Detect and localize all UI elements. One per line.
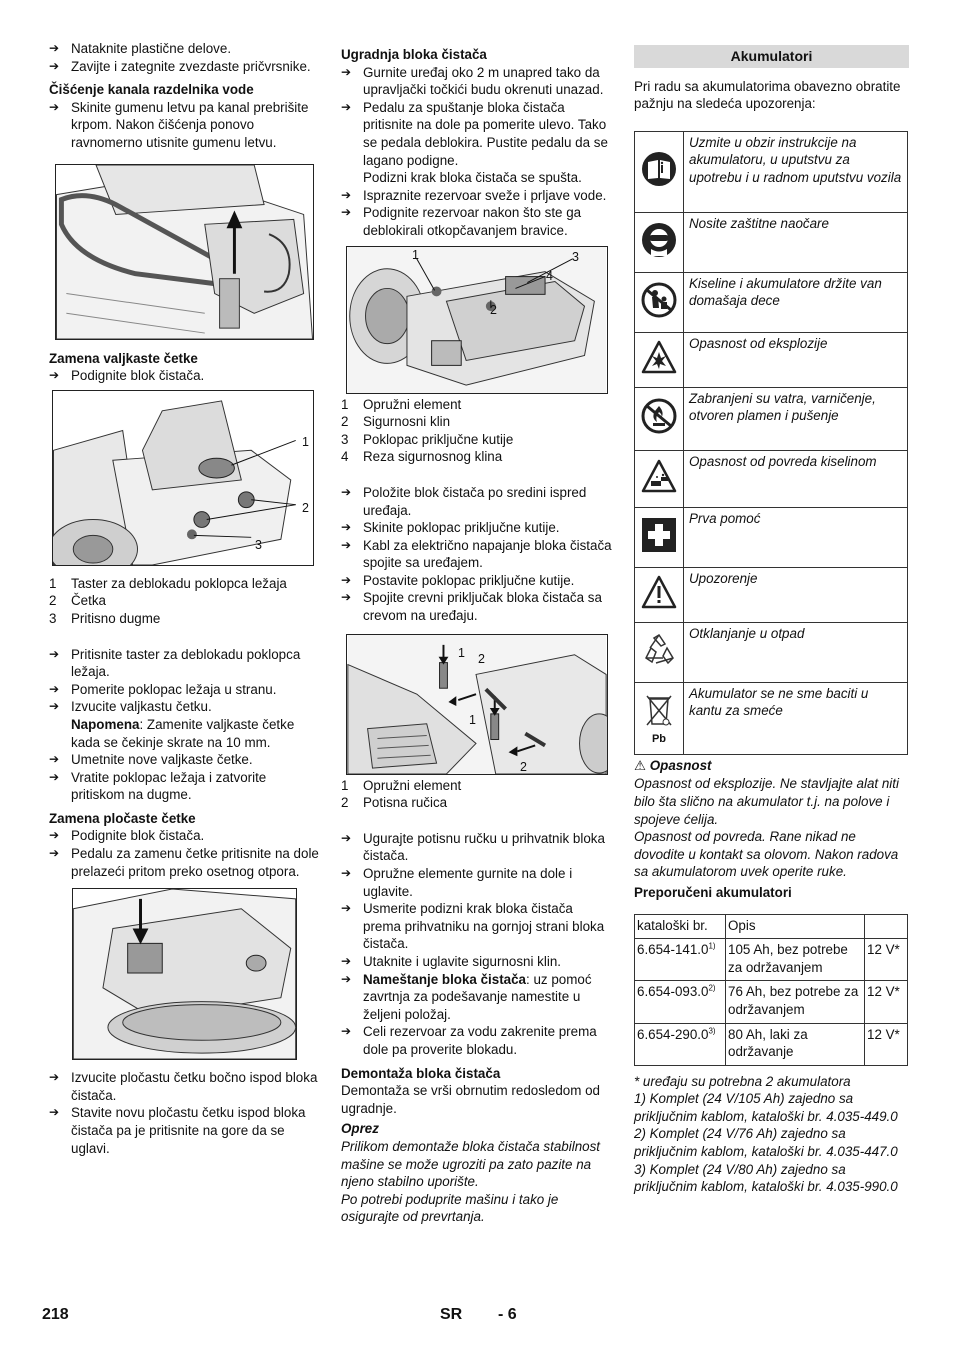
figure-callout: 1: [469, 712, 476, 727]
no-fire-icon: [641, 422, 677, 437]
step-item: ➔ Skinite gumenu letvu pa kanal prebrišite krpom. Nakon čišćenja ponovo ravnomerno utisnite gumenu letvu.: [49, 99, 321, 152]
section-heading: Demontaža bloka čistača: [341, 1065, 501, 1081]
illustration-push-handle: [347, 635, 607, 774]
manual-icon: [641, 175, 677, 190]
section-heading: Ugradnja bloka čistača: [341, 47, 487, 62]
figure-callout: 4: [546, 268, 553, 283]
body-text: Demontaža se vrši obrnutim redosledom od ugradnje.: [341, 1083, 601, 1116]
caution-text: Prilikom demontaže bloka čistača stabilnost mašine se može ugroziti pa zato pazite na njeno stabilno uporište.: [341, 1138, 601, 1190]
section-title-bar: Akumulatori: [634, 45, 909, 68]
step-item: ➔ Zavijte i zategnite zvezdaste pričvrsnike.: [49, 58, 321, 76]
warning-text: Otklanjanje u otpad: [684, 622, 908, 682]
legend-item: 2 Potisna ručica: [341, 795, 448, 811]
footnote: 3) Komplet (24 V/80 Ah) zajedno sa priključnim kablom, kataloški br. 4.035-990.0: [634, 1161, 898, 1195]
legend-item: 3 Pritisno dugme: [49, 610, 161, 626]
step-item: ➔ Vratite poklopac ležaja i zatvorite pritiskom na dugme.: [49, 769, 321, 804]
step-item: ➔ Umetnite nove valjkaste četke.: [49, 751, 321, 769]
step-item: ➔ Usmerite podizni krak bloka čistača prema prihvatniku na gornjoj strani bloka čistača.: [341, 900, 613, 953]
warning-text: Kiseline i akumulatore držite van domašaja dece: [684, 272, 908, 332]
illustration-disc-brush: [73, 889, 296, 1059]
warning-text: Zabranjeni su vatra, varničenje, otvoren plamen i pušenje: [684, 387, 908, 450]
figure-callout: 3: [572, 249, 579, 264]
recycle-icon: [640, 656, 678, 671]
figure-water-channel: [55, 164, 314, 340]
table-row: [635, 332, 908, 387]
step-item: ➔ Izvucite valjkastu četku.: [49, 698, 321, 716]
warning-text: Upozorenje: [684, 567, 908, 622]
legend-item: 2 Sigurnosni klin: [341, 414, 451, 430]
legend-item: 4 Reza sigurnosnog klina: [341, 449, 503, 465]
step-item: ➔ Celi rezervoar za vodu zakrenite prema dole pa proverite blokadu.: [341, 1023, 613, 1058]
table-row: 6.654-141.0$^{1)}$ 105 Ah, bez potrebe za održavanjem 12 V*: [635, 939, 908, 981]
legend-item: 1 Opružni element: [341, 777, 462, 793]
table-header-row: kataloški br. Opis: [635, 914, 908, 939]
legend-item: 1 Opružni element: [341, 396, 462, 412]
lead-symbol-label: Pb: [651, 732, 667, 745]
caution-text: Po potrebi poduprite mašinu i tako je osigurajte od prevrtanja.: [341, 1191, 559, 1225]
footnote: 2) Komplet (24 V/76 Ah) zajedno sa priključnim kablom, kataloški br. 4.035-447.0: [634, 1126, 898, 1160]
step-item: ➔ Izvucite pločastu četku bočno ispod bloka čistača.: [49, 1069, 321, 1104]
step-item: ➔ Spojite crevni priključak bloka čistača sa crevom na uređaju.: [341, 589, 613, 624]
table-row: [635, 682, 908, 754]
figure-callout: 2: [520, 759, 527, 774]
illustration-brush-housing: [53, 391, 313, 565]
step-item: ➔ Podignite rezervoar nakon što ste ga deblokirali otkopčavanjem bravice.: [341, 204, 613, 239]
table-row: [635, 450, 908, 507]
step-item: ➔ Nameštanje bloka čistača: uz pomoć zavrtnja za podešavanje namestite u željeni položaj.: [341, 971, 613, 1024]
keep-children-away-icon: [641, 306, 677, 321]
step-item: ➔ Kabl za električno napajanje bloka čistača spojite sa uređajem.: [341, 537, 613, 572]
footnote: * uređaju su potrebna 2 akumulatora: [634, 1073, 851, 1089]
step-item: ➔ Gurnite uređaj oko 2 m unapred tako da upravljački točkići budu okrenuti unazad.: [341, 64, 613, 99]
figure-callout: 2: [478, 651, 485, 666]
step-item: ➔ Pedalu za spuštanje bloka čistača pritisnite na dole pa pomerite ulevo. Tako se pedala deblokira. Pustite pedalu da se lagano podigne.: [341, 99, 613, 169]
legend-item: 1 Taster za deblokadu poklopca ležaja: [49, 575, 287, 591]
warning-text: Opasnost od eksplozije: [684, 332, 908, 387]
warning-text: Nosite zaštitne naočare: [684, 212, 908, 272]
column-1: [49, 40, 321, 1157]
step-item: ➔ Podignite blok čistača.: [49, 827, 321, 845]
battery-warnings-table: [634, 131, 908, 755]
step-item: ➔ Utaknite i uglavite sigurnosni klin.: [341, 953, 613, 971]
table-row: [635, 387, 908, 450]
intro-text: Pri radu sa akumulatorima obavezno obratite pažnju na sledeća upozorenja:: [634, 78, 901, 112]
goggles-icon: [641, 246, 677, 261]
note-text: Napomena: Zamenite valjkaste četke kada se čekinje skrate na 10 mm.: [71, 716, 295, 750]
figure-callout: 2: [490, 302, 497, 317]
recommended-batteries-table: [634, 914, 908, 1066]
danger-icon: ⚠: [634, 758, 647, 774]
step-item: ➔ Ugurajte potisnu ručku u prihvatnik bloka čistača.: [341, 830, 613, 865]
step-item: ➔ Stavite novu pločastu četku ispod bloka čistača pa je pritisnite na gore da se uglavi.: [49, 1104, 321, 1157]
step-item: ➔ Položite blok čistača po sredini ispred uređaja.: [341, 484, 613, 519]
warning-text: Opasnost od povreda kiselinom: [684, 450, 908, 507]
step-item: ➔ Skinite poklopac priključne kutije.: [341, 519, 613, 537]
figure-callout: 3: [255, 537, 262, 552]
sub-page-number: - 6: [498, 1306, 517, 1323]
acid-icon: [641, 481, 677, 496]
step-item: ➔ Opružne elemente gurnite na dole i uglavite.: [341, 865, 613, 900]
section-heading: Čišćenje kanala razdelnika vode: [49, 82, 254, 98]
first-aid-icon: [641, 541, 677, 556]
figure-callout: 1: [458, 645, 465, 660]
column-2: [341, 46, 613, 1226]
step-item: ➔ Nataknite plastične delove.: [49, 40, 321, 58]
illustration-scrub-deck: [347, 247, 607, 393]
page-number: 218: [42, 1306, 69, 1323]
figure-callout: 1: [412, 247, 419, 262]
table-row: [635, 622, 908, 682]
section-heading: Preporučeni akumulatori: [634, 884, 792, 900]
language-code: SR: [440, 1306, 463, 1323]
legend-item: 3 Poklopac priključne kutije: [341, 431, 514, 447]
table-row: [635, 272, 908, 332]
danger-heading: ⚠ Opasnost: [634, 757, 712, 774]
explosion-icon: [641, 362, 677, 377]
danger-text: Opasnost od eksplozije. Ne stavljajte alat niti bilo šta slično na akumulator t.j. na polove i spojeve ćelija.: [634, 776, 899, 827]
column-3: [634, 45, 909, 1196]
step-continuation: Podizni krak bloka čistača se spušta.: [363, 170, 582, 186]
no-trash-bin-icon: [635, 716, 683, 745]
step-item: ➔ Ispraznite rezervoar sveže i prljave vode.: [341, 187, 613, 205]
warning-icon: [641, 597, 677, 612]
figure-callout: 2: [302, 500, 309, 515]
table-row: [635, 567, 908, 622]
figure-roller-brush: [52, 390, 314, 566]
step-item: ➔ Pritisnite taster za deblokadu poklopca ležaja.: [49, 646, 321, 681]
step-item: ➔ Pomerite poklopac ležaja u stranu.: [49, 681, 321, 699]
caution-title: Oprez: [341, 1121, 379, 1137]
warning-text: Akumulator se ne sme baciti u kantu za smeće: [684, 682, 908, 754]
danger-text: Opasnost od povreda. Rane nikad ne dovodite u kontakt sa olovom. Nakon radova sa akumulatorom uvek operite ruke.: [634, 829, 899, 880]
figure-scrub-deck-install: [346, 246, 608, 394]
section-heading: Zamena pločaste četke: [49, 810, 196, 826]
table-row: [635, 212, 908, 272]
step-item: ➔ Postavite poklopac priključne kutije.: [341, 572, 613, 590]
warning-text: Prva pomoć: [684, 507, 908, 567]
warning-text: Uzmite u obzir instrukcije na akumulatoru, u uputstvu za upotrebu i u radnom uputstvu vozila: [684, 131, 908, 212]
step-item: ➔ Podignite blok čistača.: [49, 367, 321, 385]
table-row: 6.654-290.0$^{3)}$ 80 Ah, laki za održavanje 12 V*: [635, 1023, 908, 1065]
legend-item: 2 Četka: [49, 593, 106, 609]
figure-callout: 1: [302, 434, 309, 449]
table-row: [635, 131, 908, 212]
table-row: 6.654-093.0$^{2)}$ 76 Ah, bez potrebe za održavanjem 12 V*: [635, 981, 908, 1023]
figure-push-handle: [346, 634, 608, 775]
footnote: 1) Komplet (24 V/105 Ah) zajedno sa priključnim kablom, kataloški br. 4.035-449.0: [634, 1091, 898, 1124]
figure-disc-brush: [72, 888, 297, 1060]
section-heading: Zamena valjkaste četke: [49, 350, 198, 366]
step-item: ➔ Pedalu za zamenu četke pritisnite na dole prelazeći pritom preko osetnog otpora.: [49, 845, 321, 880]
table-row: [635, 507, 908, 567]
illustration-machine-side: [56, 165, 313, 339]
